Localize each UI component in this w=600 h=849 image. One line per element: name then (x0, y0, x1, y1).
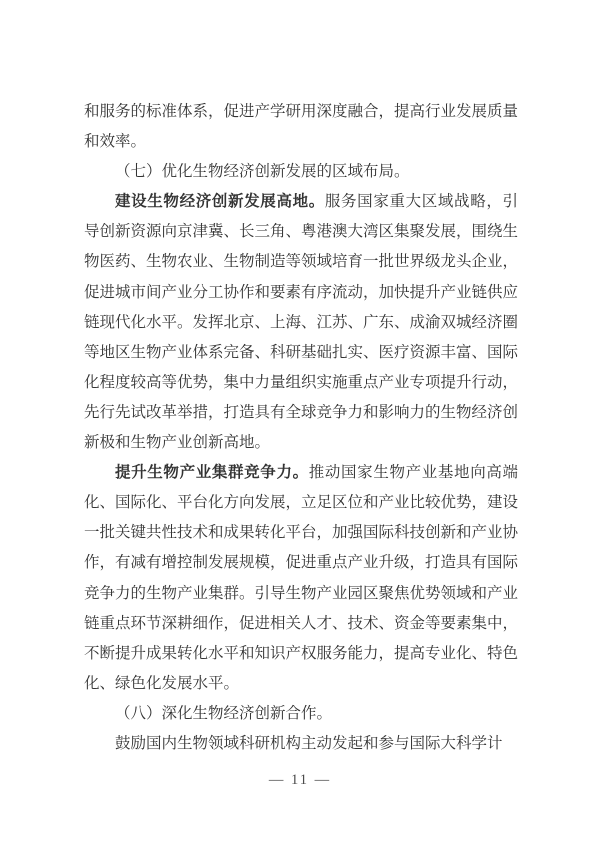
paragraph (84, 97, 518, 157)
paragraph-text: （八）深化生物经济创新合作。 (115, 704, 333, 722)
paragraph-lead: 建设生物经济创新发展高地。 (115, 193, 325, 211)
paragraph-text: 服务国家重大区域战略，引导创新资源向京津冀、长三角、粤港澳大湾区集聚发展，围绕生物医药、生物农业、生物制造等领域培育一批世界级龙头企业，促进城市间产业分工协作和要素有序流动，加快提升产业链供应链现代化水平。发挥北京、上海、江苏、广东、成渝双城经济圈等地区生物产业体系完备、科研基础扎实、医疗资源丰富、国际化程度较高等优势，集中力量组织实施重点产业专项提升行动，先行先试改革举措，打造具有全球竞争力和影响力的生物经济创新极和生物产业创新高地。 (84, 193, 519, 452)
document-body (84, 97, 518, 759)
paragraph-text: 鼓励国内生物领域科研机构主动发起和参与国际大科学计 (115, 734, 503, 752)
paragraph-text: 推动国家生物产业基地向高端化、国际化、平台化方向发展，立足区位和产业比较优势，建设一批关键共性技术和成果转化平台，加强国际科技创新和产业协作，有减有增控制发展规模，促进重点产业升级，打造具有国际竞争力的生物产业集群。引导生物产业园区聚焦优势领域和产业链重点环节深耕细作，促进相关人才、技术、资金等要素集中，不断提升成果转化水平和知识产权服务能力，提高专业化、特色化、绿色化发展水平。 (84, 464, 519, 692)
page-footer (0, 771, 600, 789)
paragraph-lead: 提升生物产业集群竞争力。 (115, 464, 309, 482)
paragraph (84, 458, 518, 699)
paragraph (84, 729, 518, 759)
page-number: — 11 — (268, 772, 332, 788)
section-heading (84, 699, 518, 729)
section-heading (84, 157, 518, 187)
paragraph-text: （七）优化生物经济创新发展的区域布局。 (115, 163, 410, 181)
paragraph (84, 187, 518, 458)
paragraph-text: 和服务的标准体系，促进产学研用深度融合，提高行业发展质量和效率。 (84, 103, 519, 151)
